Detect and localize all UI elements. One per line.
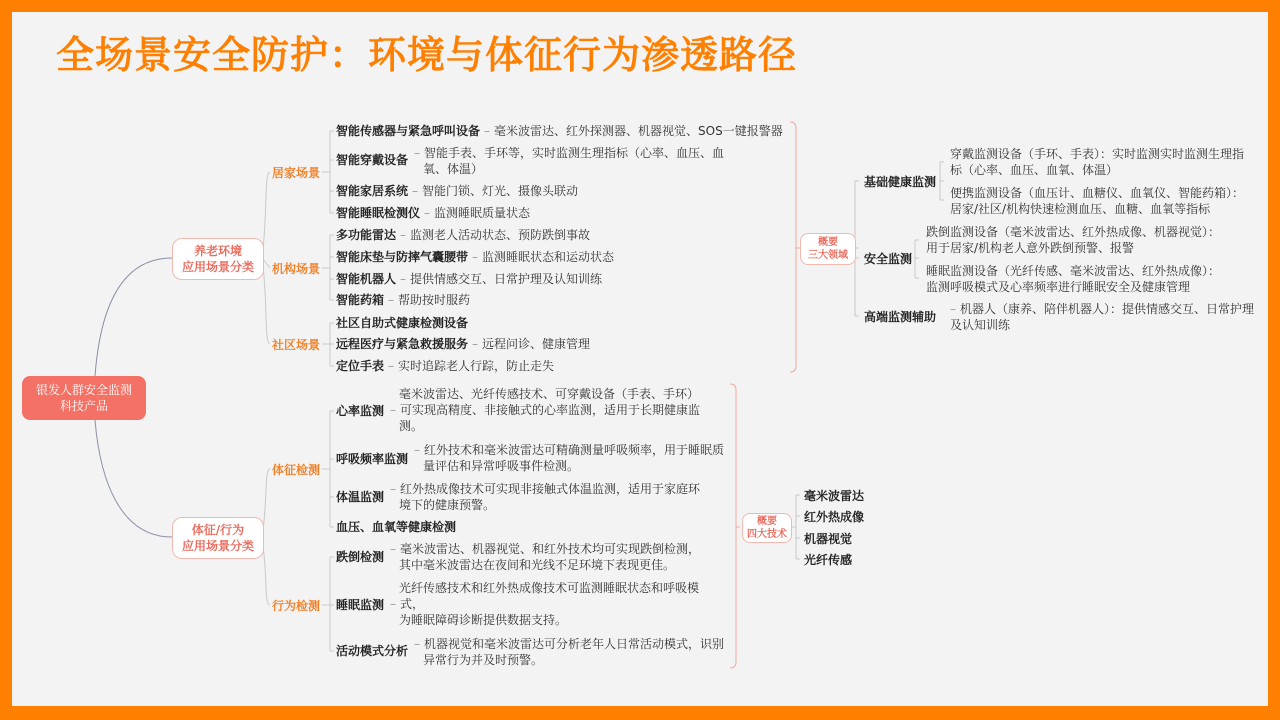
item-desc: 提供情感交互、日常护理及认知训练: [410, 272, 603, 286]
summary-four-techs[interactable]: [742, 513, 792, 543]
category-label-line1: 体征/行为: [191, 523, 245, 537]
list-item[interactable]: [336, 152, 408, 168]
section-institution[interactable]: 机构场景: [272, 262, 321, 276]
item-name: 跌倒检测: [336, 550, 385, 564]
item-desc: 毫米波雷达、光纤传感技术、可穿戴设备（手表、手环） – 可实现高精度、非接触式的心率监测，适用于长期健康监 测。: [390, 387, 701, 433]
item-desc: 远程问诊、健康管理: [482, 337, 591, 351]
item-desc: 光纤传感技术和红外热成像技术可监测睡眠状态和呼吸模 – 式， 为睡眠障碍诊断提供数据支持。: [390, 581, 700, 627]
list-item[interactable]: [336, 403, 384, 419]
item-desc: – 红外热成像技术可实现非接触式体温监测，适用于家庭环 境下的健康预警。: [390, 482, 701, 512]
domain-item: 穿戴监测设备（手环、手表）：实时监测实时监测生理指 标（心率、血压、血氧、体温）: [950, 147, 1245, 177]
list-item[interactable]: 智能家居系统 – 智能门锁、灯光、摄像头联动: [336, 184, 579, 198]
list-item[interactable]: 智能床垫与防摔气囊腰带 – 监测睡眠状态和运动状态: [336, 250, 615, 264]
item-name: 智能传感器与紧急呼叫设备: [336, 124, 481, 138]
summary-label-line2: 三大领域: [808, 250, 848, 261]
list-item[interactable]: 智能药箱 – 帮助按时服药: [336, 293, 471, 307]
section-behavior-detection[interactable]: 行为检测: [272, 599, 321, 613]
domain-item: – 机器人（康养、陪伴机器人）：提供情感交互、日常护理 及认知训练: [950, 302, 1255, 332]
item-name: 呼吸频率监测: [336, 452, 409, 466]
item-name: 血压、血氧等健康检测: [336, 520, 457, 534]
item-desc: – 红外技术和毫米波雷达可精确测量呼吸频率，用于睡眠质 量评估和异常呼吸事件检测。: [414, 443, 725, 473]
item-desc: 监测睡眠状态和运动状态: [482, 250, 615, 264]
page-title: 全场景安全防护：环境与体征行为渗透路径: [56, 33, 798, 77]
item-desc: – 机器视觉和毫米波雷达可分析老年人日常活动模式，识别 异常行为并及时预警。: [414, 637, 725, 667]
item-desc: 毫米波雷达、红外探测器、机器视觉、SOS一键报警器: [494, 124, 783, 138]
item-name: 定位手表: [336, 359, 385, 373]
item-desc: 实时追踪老人行踪，防止走失: [398, 359, 555, 373]
summary-label-line1: 概要: [818, 237, 838, 248]
section-sign-detection[interactable]: 体征检测: [272, 463, 321, 477]
list-item[interactable]: 多功能雷达 – 监测老人活动状态、预防跌倒事故: [336, 228, 591, 242]
domain-advanced-assist[interactable]: 高端监测辅助: [864, 310, 937, 324]
item-name: 智能睡眠检测仪: [336, 206, 421, 220]
list-item[interactable]: [336, 489, 384, 505]
list-item[interactable]: [336, 549, 384, 565]
item-name: 多功能雷达: [336, 228, 397, 242]
list-item[interactable]: 智能机器人 – 提供情感交互、日常护理及认知训练: [336, 272, 603, 286]
item-name: 智能穿戴设备: [336, 153, 409, 167]
item-desc: – 智能手表、手环等，实时监测生理指标（心率、血压、血 氧、体温）: [414, 146, 725, 176]
list-item[interactable]: 智能睡眠检测仪 – 监测睡眠质量状态: [336, 206, 531, 220]
item-name: 智能家居系统: [336, 184, 409, 198]
domain-item: 跌倒监测设备（毫米波雷达、红外热成像、机器视觉）： 用于居家/机构老人意外跌倒预警、报警: [926, 225, 1221, 255]
list-item[interactable]: [336, 451, 408, 467]
category-label-line2: 应用场景分类: [181, 260, 254, 274]
item-name: 体温监测: [336, 490, 385, 504]
item-name: 社区自助式健康检测设备: [336, 316, 469, 330]
summary-label-line2: 四大技术: [747, 529, 787, 540]
list-item[interactable]: [336, 519, 456, 535]
tech-machine-vision[interactable]: 机器视觉: [804, 532, 853, 546]
item-desc: – 毫米波雷达、机器视觉、和红外技术均可实现跌倒检测， 其中毫米波雷达在夜间和光线不足环境下表现更佳。: [390, 542, 701, 572]
section-home[interactable]: 居家场景: [272, 166, 321, 180]
root-label-line1: 银发人群安全监测: [35, 383, 132, 397]
item-name: 活动模式分析: [336, 644, 409, 658]
list-item[interactable]: [336, 597, 384, 613]
item-name: 远程医疗与紧急救援服务: [336, 337, 469, 351]
category-elderly-environment[interactable]: [172, 238, 264, 280]
list-item[interactable]: [336, 315, 468, 331]
item-desc: 帮助按时服药: [398, 293, 471, 307]
list-item[interactable]: 远程医疗与紧急救援服务 – 远程问诊、健康管理: [336, 337, 591, 351]
domain-safety[interactable]: 安全监测: [864, 252, 913, 266]
category-label-line2: 应用场景分类: [181, 539, 254, 553]
summary-three-domains[interactable]: [800, 233, 856, 265]
item-desc: 智能门锁、灯光、摄像头联动: [422, 184, 579, 198]
list-item[interactable]: [336, 643, 408, 659]
item-name: 心率监测: [336, 404, 385, 418]
item-name: 智能床垫与防摔气囊腰带: [336, 250, 469, 264]
summary-label-line1: 概要: [757, 516, 777, 527]
root-label-line2: 科技产品: [59, 399, 108, 413]
item-name: 睡眠监测: [336, 598, 385, 612]
item-desc: 监测老人活动状态、预防跌倒事故: [410, 228, 591, 242]
item-desc: 监测睡眠质量状态: [434, 206, 531, 220]
domain-item: 便携监测设备（血压计、血糖仪、血氧仪、智能药箱）： 居家/社区/机构快速检测血压、血糖、血氧等指标: [950, 186, 1245, 216]
category-sign-behavior[interactable]: [172, 517, 264, 559]
domain-item: 睡眠监测设备（光纤传感、毫米波雷达、红外热成像）： 监测呼吸模式及心率频率进行睡眠安全及健康管理: [926, 264, 1221, 294]
item-name: 智能机器人: [336, 272, 397, 286]
list-item[interactable]: 智能传感器与紧急呼叫设备 – 毫米波雷达、红外探测器、机器视觉、SOS一键报警器: [336, 124, 783, 138]
category-label-line1: 养老环境: [193, 244, 242, 258]
domain-basic-health[interactable]: 基础健康监测: [864, 175, 937, 189]
tech-mmwave-radar[interactable]: 毫米波雷达: [804, 489, 865, 503]
tech-fiber-sensing[interactable]: 光纤传感: [804, 553, 853, 567]
section-community[interactable]: 社区场景: [272, 338, 321, 352]
root-node[interactable]: [22, 376, 146, 420]
tech-infrared-thermal[interactable]: 红外热成像: [804, 510, 865, 524]
list-item[interactable]: 定位手表 – 实时追踪老人行踪，防止走失: [336, 359, 555, 373]
item-name: 智能药箱: [336, 293, 385, 307]
